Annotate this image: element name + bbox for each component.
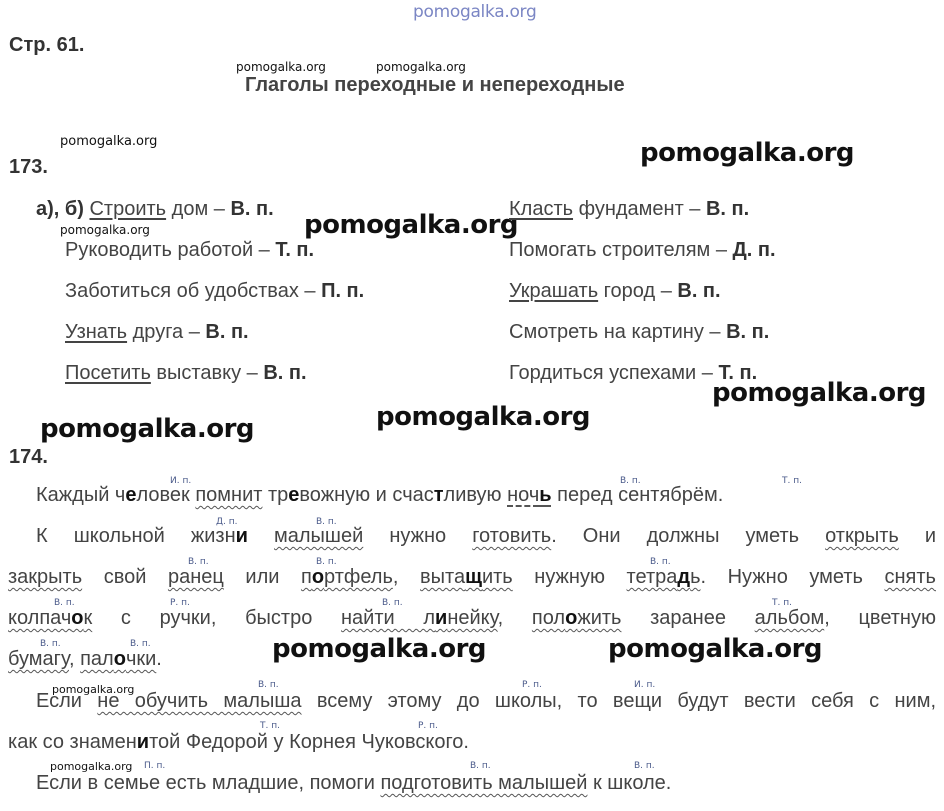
case-label-small: В. п. [620, 476, 641, 486]
case-label: В. п. [230, 198, 274, 220]
watermark: pomogalka.org [52, 683, 135, 696]
case-label-small: Д. п. [216, 517, 238, 527]
watermark: pomogalka.org [60, 134, 158, 149]
case-label-small: Р. п. [170, 598, 190, 608]
ex173-left-row-2 [65, 239, 314, 262]
case-label-small: Т. п. [772, 598, 792, 608]
phrase: город – [598, 280, 678, 302]
watermark: pomogalka.org [40, 414, 255, 444]
case-label-small: Р. п. [522, 680, 542, 690]
ex173-right-row-3 [509, 280, 721, 303]
case-label: В. п. [205, 321, 249, 343]
watermark: pomogalka.org [712, 378, 927, 408]
ex173-right-row-2 [509, 239, 776, 262]
case-label-small: Т. п. [782, 476, 802, 486]
case-label-small: В. п. [650, 557, 671, 567]
verb: Посетить [65, 362, 151, 384]
phrase: выставку – [150, 362, 264, 384]
case-label: Т. п. [718, 362, 758, 384]
case-label: Т. п. [275, 239, 315, 261]
text-line-7: как со знаменитой Федорой у Корнея Чуковского. [8, 731, 469, 753]
phrase: фундамент – [573, 198, 706, 220]
ex173-left-row-1 [36, 198, 274, 221]
verb: Узнать [65, 321, 128, 343]
case-label-small: В. п. [316, 517, 337, 527]
case-label: В. п. [705, 198, 750, 220]
case-label-small: В. п. [634, 761, 655, 771]
case-label: В. п. [726, 321, 770, 343]
watermark: pomogalka.org [304, 210, 519, 240]
case-label-small: В. п. [316, 557, 337, 567]
watermark: pomogalka.org [640, 138, 855, 168]
ex173-left-row-3 [65, 280, 364, 303]
text-line-6: Если не обучить малыша всему этому до школы, то вещи будут вести себя с ним, [36, 690, 937, 712]
exercise-number-173: 173. [9, 156, 48, 178]
watermark: pomogalka.org [608, 634, 823, 664]
case-label: В. п. [677, 280, 721, 302]
case-label-small: В. п. [40, 639, 61, 649]
case-label-small: В. п. [470, 761, 491, 771]
case-label: В. п. [263, 362, 307, 384]
case-label-small: В. п. [54, 598, 75, 608]
section-title: Глаголы переходные и непереходные [245, 74, 625, 96]
verb: Украшать [509, 280, 599, 302]
text-line-4: колпачок с ручки, быстро найти линейку, положить заранее альбом, цветную [8, 607, 936, 629]
text-line-2: К школьной жизни малышей нужно готовить. Они должны уметь открыть и [36, 525, 937, 547]
ex173-right-row-1 [509, 198, 749, 221]
watermark: pomogalka.org [272, 634, 487, 664]
text-line-1: Каждый человек помнит тревожную и счастливую ночь перед сентябрём. [36, 484, 724, 506]
text-line-5: бумагу, палочки. [8, 648, 162, 670]
case-label: Д. п. [732, 239, 776, 261]
case-label-small: В. п. [188, 557, 209, 567]
phrase: Руководить работой – [65, 239, 276, 261]
ex173-prefix: а), б) [36, 198, 84, 220]
watermark: pomogalka.org [376, 60, 466, 74]
watermark-top[interactable]: pomogalka.org [413, 2, 537, 22]
phrase: Гордиться успехами – [509, 362, 719, 384]
case-label-small: Т. п. [260, 721, 280, 731]
verb: Класть [509, 198, 574, 220]
exercise-number-174: 174. [9, 446, 48, 468]
case-label-small: П. п. [144, 761, 166, 771]
phrase: друга – [127, 321, 206, 343]
watermark: pomogalka.org [236, 60, 326, 74]
case-label-small: И. п. [170, 476, 192, 486]
watermark: pomogalka.org [50, 760, 133, 773]
watermark: pomogalka.org [60, 223, 150, 237]
phrase: Помогать строителям – [509, 239, 733, 261]
phrase: дом – [166, 198, 231, 220]
verb: Строить [89, 198, 167, 220]
phrase: Заботиться об удобствах – [65, 280, 322, 302]
ex173-left-row-5 [65, 362, 307, 385]
ex173-right-row-4 [509, 321, 769, 344]
case-label-small: В. п. [130, 639, 151, 649]
page-label: Стр. 61. [9, 34, 85, 56]
text-line-8: Если в семье есть младшие, помоги подготовить малышей к школе. [36, 772, 672, 794]
case-label-small: Р. п. [418, 721, 438, 731]
phrase: Смотреть на картину – [509, 321, 727, 343]
watermark: pomogalka.org [376, 402, 591, 432]
case-label-small: В. п. [258, 680, 279, 690]
text-line-3: закрыть свой ранец или портфель, вытащить нужную тетрадь. Нужно уметь снять [8, 566, 936, 588]
ex173-left-row-4 [65, 321, 249, 344]
case-label-small: В. п. [382, 598, 403, 608]
case-label-small: И. п. [634, 680, 656, 690]
case-label: П. п. [321, 280, 365, 302]
